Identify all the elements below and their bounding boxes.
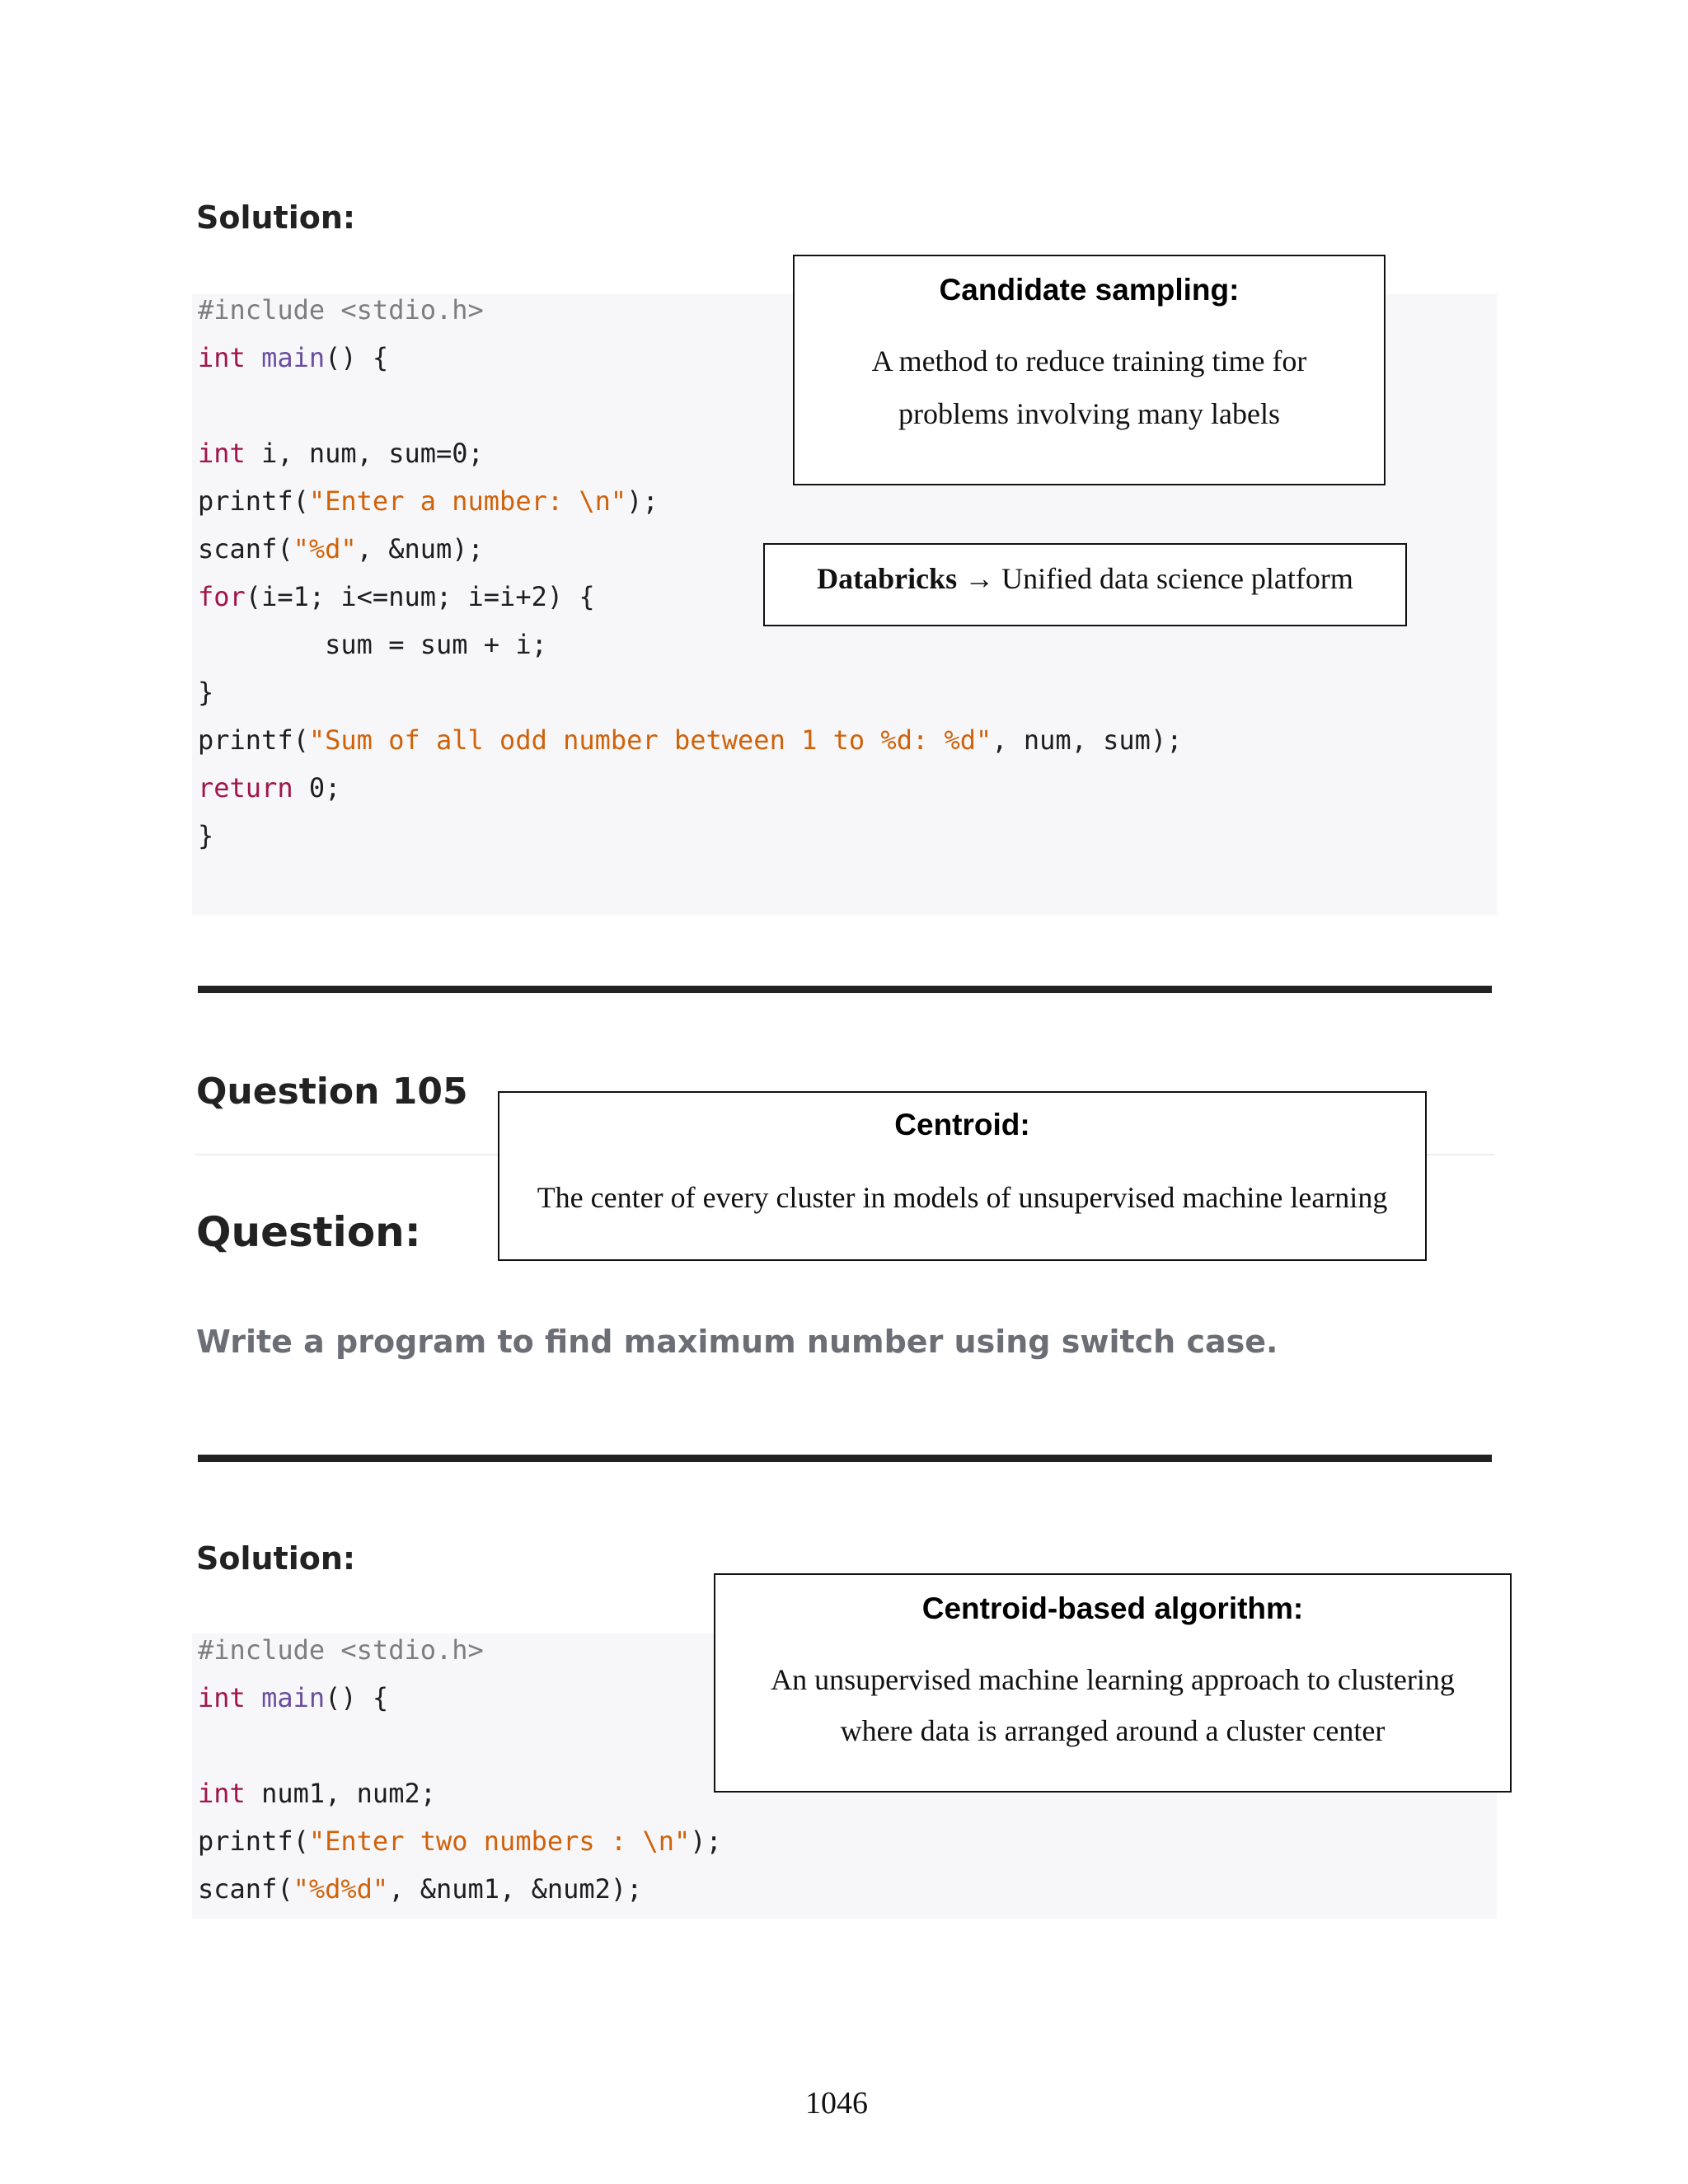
code-text: printf( <box>198 724 309 756</box>
arrow-icon: → <box>964 562 995 595</box>
code-string: "%d%d" <box>293 1873 389 1905</box>
code-function: main <box>261 342 326 373</box>
code-line: #include <stdio.h> <box>198 294 484 326</box>
note-body-line <box>765 561 1405 596</box>
code-text: printf( <box>198 485 309 517</box>
note-title: Centroid: <box>894 1108 1030 1141</box>
centroid-note <box>498 1091 1427 1261</box>
code-line <box>198 1872 642 1905</box>
solution-heading: Solution: <box>196 199 356 236</box>
code-line <box>198 1777 436 1810</box>
databricks-note <box>763 543 1407 626</box>
code-text: () { <box>325 1682 389 1713</box>
code-line <box>198 532 484 565</box>
code-string: "Enter a number: \n" <box>308 485 627 517</box>
code-keyword: for <box>198 581 246 612</box>
code-line <box>198 1825 722 1858</box>
question-heading: Question: <box>196 1208 421 1256</box>
code-string: "Sum of all odd number between 1 to %d: %d" <box>308 724 992 756</box>
code-text: scanf( <box>198 533 293 565</box>
code-text: ); <box>690 1825 722 1857</box>
page-number: 1046 <box>805 2086 868 2121</box>
code-keyword: int <box>198 1778 246 1809</box>
code-line <box>198 485 659 518</box>
code-line <box>198 1681 388 1714</box>
question-text: Write a program to find maximum number using switch case. <box>196 1324 1278 1360</box>
code-text: i, num, sum=0; <box>245 438 484 469</box>
code-text: , num, sum); <box>992 724 1183 756</box>
code-text: scanf( <box>198 1873 293 1905</box>
note-body-line: An unsupervised machine learning approach to clustering <box>771 1663 1455 1696</box>
note-desc: Unified data science platform <box>1001 562 1353 595</box>
code-function: main <box>261 1682 326 1713</box>
code-line: } <box>198 677 214 708</box>
candidate-sampling-note <box>793 255 1386 485</box>
code-line: #include <stdio.h> <box>198 1634 484 1666</box>
code-keyword: int <box>198 438 246 469</box>
code-string: "%d" <box>293 533 357 565</box>
solution-heading: Solution: <box>196 1540 356 1577</box>
code-line <box>198 341 388 374</box>
section-divider <box>198 1455 1492 1462</box>
note-title: Candidate sampling: <box>939 273 1240 307</box>
code-line: } <box>198 820 214 851</box>
centroid-algorithm-note <box>714 1573 1512 1793</box>
code-text: , &num1, &num2); <box>388 1873 643 1905</box>
note-title: Centroid-based algorithm: <box>921 1591 1304 1625</box>
code-text: printf( <box>198 1825 309 1857</box>
note-term: Databricks <box>817 562 958 595</box>
note-body-line: The center of every cluster in models of unsupervised machine learning <box>537 1181 1388 1214</box>
code-keyword: int <box>198 1682 246 1713</box>
section-divider <box>198 986 1492 993</box>
note-body-line: A method to reduce training time for <box>871 344 1307 377</box>
code-text: 0; <box>293 772 341 804</box>
code-text: num1, num2; <box>245 1778 436 1809</box>
code-string: "Enter two numbers : \n" <box>308 1825 691 1857</box>
code-line <box>198 724 1182 757</box>
question-number-heading: Question 105 <box>196 1071 468 1113</box>
code-text: (i=1; i<=num; i=i+2) { <box>245 581 595 612</box>
code-line <box>198 437 484 470</box>
code-text: ); <box>626 485 659 517</box>
note-body-line: problems involving many labels <box>898 397 1280 430</box>
code-line: sum = sum + i; <box>198 629 547 660</box>
code-line <box>198 771 340 804</box>
code-keyword: return <box>198 772 293 804</box>
note-body-line: where data is arranged around a cluster center <box>840 1714 1386 1747</box>
code-keyword: int <box>198 342 246 373</box>
code-text: , &num); <box>356 533 484 565</box>
code-line <box>198 580 595 613</box>
code-text: () { <box>325 342 389 373</box>
